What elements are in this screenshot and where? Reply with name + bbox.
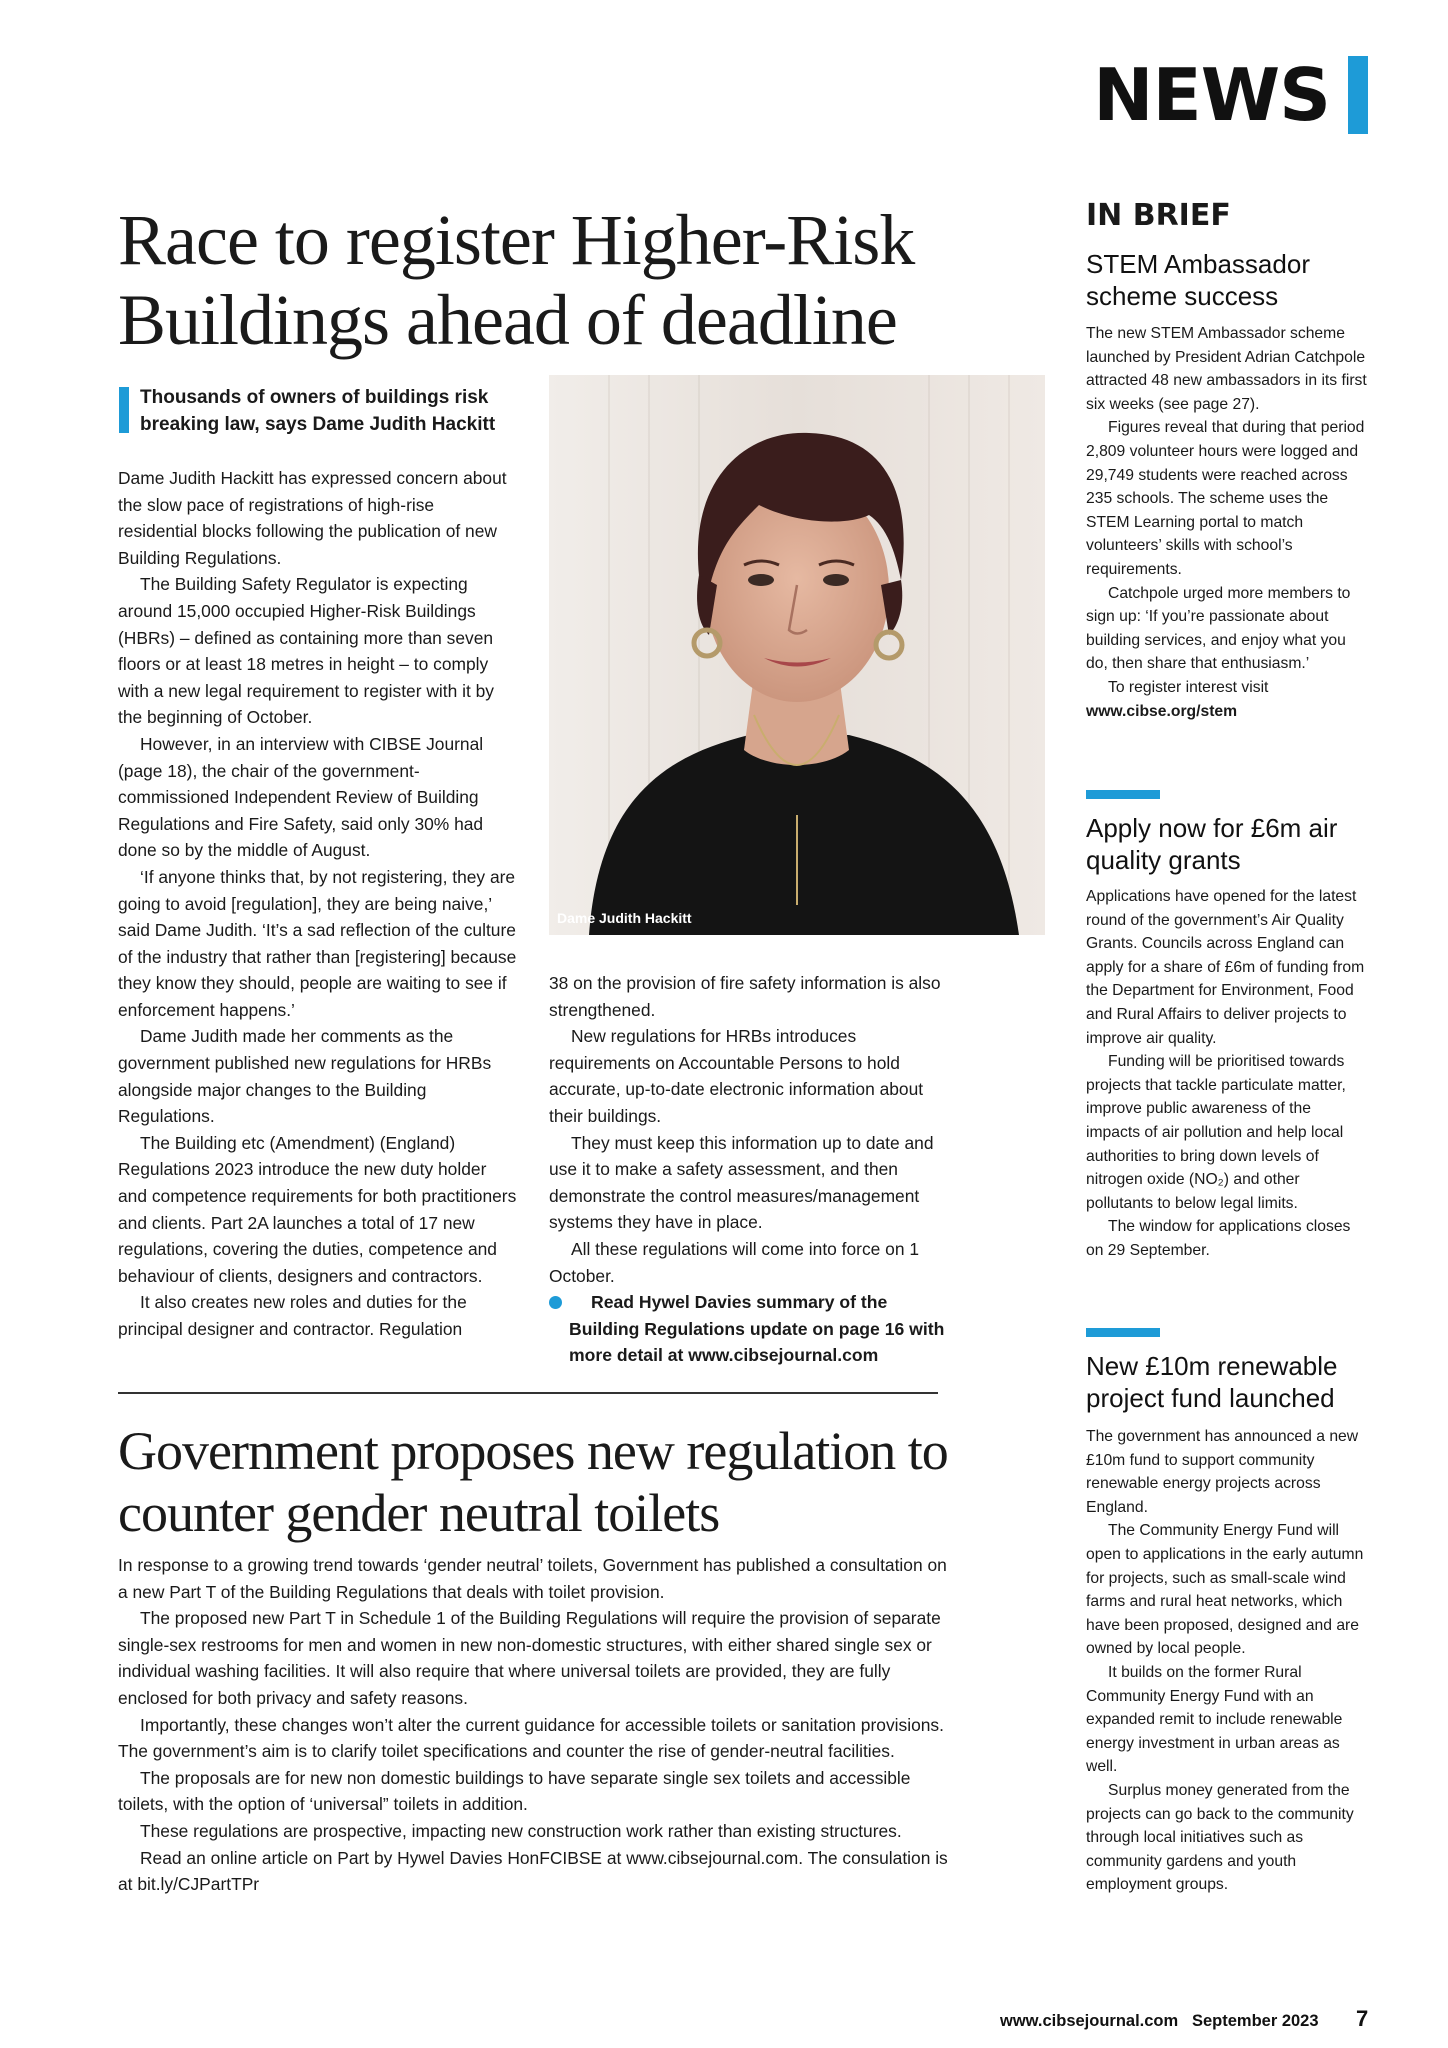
stem-link[interactable]: www.cibse.org/stem bbox=[1086, 702, 1238, 720]
paragraph: Surplus money generated from the projects can go back to the community through local initiatives such as community gardens and youth employment groups. bbox=[1086, 1781, 1354, 1894]
paragraph: Figures reveal that during that period 2,809 volunteer hours were logged and 29,749 students were reached across 235 schools. The scheme uses the STEM Learning portal to match volunteers’ skills with school’s requirements. bbox=[1086, 419, 1365, 578]
paragraph: It builds on the former Rural Community Energy Fund with an expanded remit to include renewable energy investment in urban areas as well. bbox=[1086, 1663, 1343, 1776]
brief-body-2 bbox=[1086, 885, 1368, 1263]
paragraph: However, in an interview with CIBSE Journal (page 18), the chair of the government-commissioned Independent Review of Building Regulations and Fire Safety, said only 30% had done so by the middle of August. bbox=[118, 733, 484, 861]
standfirst-bar bbox=[119, 387, 129, 433]
paragraph: These regulations are prospective, impacting new construction work rather than existing structures. bbox=[140, 1820, 902, 1841]
brief-body-1 bbox=[1086, 322, 1368, 723]
paragraph: It also creates new roles and duties for the principal designer and contractor. Regulation bbox=[118, 1292, 467, 1339]
paragraph: Dame Judith Hackitt has expressed concern about the slow pace of registrations of high-rise residential blocks following the publication of new Building Regulations. bbox=[118, 468, 507, 568]
brief-divider bbox=[1086, 790, 1160, 799]
in-brief-title: IN BRIEF bbox=[1086, 198, 1231, 233]
paragraph: Funding will be prioritised towards projects that tackle particulate matter, improve public awareness of the impacts of air pollution and help local authorities to bring down levels of nitrogen oxide (NO₂) and other pollutants to below legal limits. bbox=[1086, 1053, 1346, 1212]
paragraph: To register interest visit bbox=[1108, 678, 1269, 696]
article-column-2 bbox=[549, 970, 949, 1369]
paragraph: Importantly, these changes won’t alter the current guidance for accessible toilets or sanitation provisions. The government’s aim is to clarify toilet specifications and counter the rise of gender-neutral facilities. bbox=[118, 1714, 944, 1762]
bullet-dot-icon bbox=[549, 1296, 562, 1309]
second-headline: Government proposes new regulation to counter gender neutral toilets bbox=[118, 1421, 948, 1543]
footer-issue: September 2023 bbox=[1191, 2012, 1319, 2030]
paragraph: New regulations for HRBs introduces requirements on Accountable Persons to hold accurate, up-to-date electronic information about their buildings. bbox=[549, 1026, 924, 1126]
paragraph: The Building etc (Amendment) (England) Regulations 2023 introduce the new duty holder and competence requirements for both practitioners and clients. Part 2A launches a total of 17 new regulations, covering the duties, competence and behaviour of clients, designers and contractors. bbox=[118, 1132, 517, 1286]
paragraph: 38 on the provision of fire safety information is also strengthened. bbox=[549, 973, 941, 1020]
section-title: NEWS bbox=[1093, 53, 1330, 137]
paragraph: Catchpole urged more members to sign up: ‘If you’re passionate about building services, and enjoy what you do, then share that enthusiasm.’ bbox=[1086, 584, 1351, 673]
main-headline: Race to register Higher-Risk Buildings ahead of deadline bbox=[118, 200, 915, 360]
brief-body-3 bbox=[1086, 1425, 1368, 1897]
article-divider bbox=[118, 1392, 938, 1394]
page-number: 7 bbox=[1356, 2006, 1369, 2031]
photo-caption: Dame Judith Hackitt bbox=[557, 910, 692, 926]
paragraph: ‘If anyone thinks that, by not registering, they are going to avoid [regulation], they are being naive,’ said Dame Judith. ‘It’s a sad reflection of the culture of the industry that rather than [registering] because they know they should, people are waiting to see if enforcement happens.’ bbox=[118, 866, 517, 1020]
brief-divider bbox=[1086, 1328, 1160, 1337]
paragraph: Applications have opened for the latest round of the government’s Air Quality Grants. Councils across England can apply for a share of £6m of funding from the Department for Environment, Food and Rural Affairs to deliver projects to improve air quality. bbox=[1086, 888, 1365, 1047]
brief-heading-2: Apply now for £6m air quality grants bbox=[1086, 813, 1338, 875]
paragraph: The government has announced a new £10m fund to support community renewable energy projects across England. bbox=[1086, 1428, 1359, 1516]
paragraph: The new STEM Ambassador scheme launched by President Adrian Catchpole attracted 48 new ambassadors in its first six weeks (see page 27). bbox=[1086, 325, 1367, 413]
footer-url[interactable]: www.cibsejournal.com bbox=[1000, 2012, 1179, 2030]
second-article-body bbox=[118, 1552, 948, 1898]
brief-heading-3: New £10m renewable project fund launched bbox=[1086, 1351, 1338, 1413]
paragraph: Dame Judith made her comments as the government published new regulations for HRBs alongside major changes to the Building Regulations. bbox=[118, 1026, 492, 1127]
paragraph: All these regulations will come into force on 1 October. bbox=[549, 1238, 919, 1286]
reference-note bbox=[549, 1289, 949, 1369]
paragraph: The window for applications closes on 29 September. bbox=[1086, 1218, 1351, 1259]
portrait-illustration bbox=[549, 375, 1045, 935]
reference-text: Read Hywel Davies summary of the Building Regulations update on page 16 with more detail at www.cibsejournal.com bbox=[569, 1292, 945, 1366]
section-accent-bar bbox=[1348, 56, 1368, 134]
article-column-1 bbox=[118, 465, 518, 1343]
paragraph: In response to a growing trend towards ‘gender neutral’ toilets, Government has published a consultation on a new Part T of the Building Regulations that deals with toilet provision. bbox=[118, 1555, 947, 1602]
paragraph: The proposals are for new non domestic buildings to have separate single sex toilets and accessible toilets, with the option of ‘universal” toilets in addition. bbox=[118, 1767, 911, 1815]
paragraph: The proposed new Part T in Schedule 1 of the Building Regulations will require the provision of separate single-sex restrooms for men and women in new non-domestic structures, with either shared single sex or individual washing facilities. It will also require that where universal toilets are provided, they are fully enclosed for both privacy and safety reasons. bbox=[118, 1608, 941, 1708]
paragraph: Read an online article on Part by Hywel Davies HonFCIBSE at www.cibsejournal.com. The consulation is at bit.ly/CJPartTPr bbox=[118, 1847, 948, 1895]
standfirst: Thousands of owners of buildings risk breaking law, says Dame Judith Hackitt bbox=[140, 387, 496, 435]
page-footer bbox=[1000, 2012, 1319, 2031]
portrait-photo bbox=[549, 375, 1045, 935]
brief-heading-1: STEM Ambassador scheme success bbox=[1086, 249, 1310, 311]
paragraph: The Building Safety Regulator is expecting around 15,000 occupied Higher-Risk Buildings (HBRs) – defined as containing more than seven floors or at least 18 metres in height – to comply with a new legal requirement to register with it by the beginning of October. bbox=[118, 574, 495, 728]
paragraph: They must keep this information up to date and use it to make a safety assessment, and then demonstrate the control measures/management systems they have in place. bbox=[549, 1132, 934, 1233]
paragraph: The Community Energy Fund will open to applications in the early autumn for projects, such as small-scale wind farms and rural heat networks, which have been proposed, designed and are owned by local people. bbox=[1086, 1522, 1364, 1658]
